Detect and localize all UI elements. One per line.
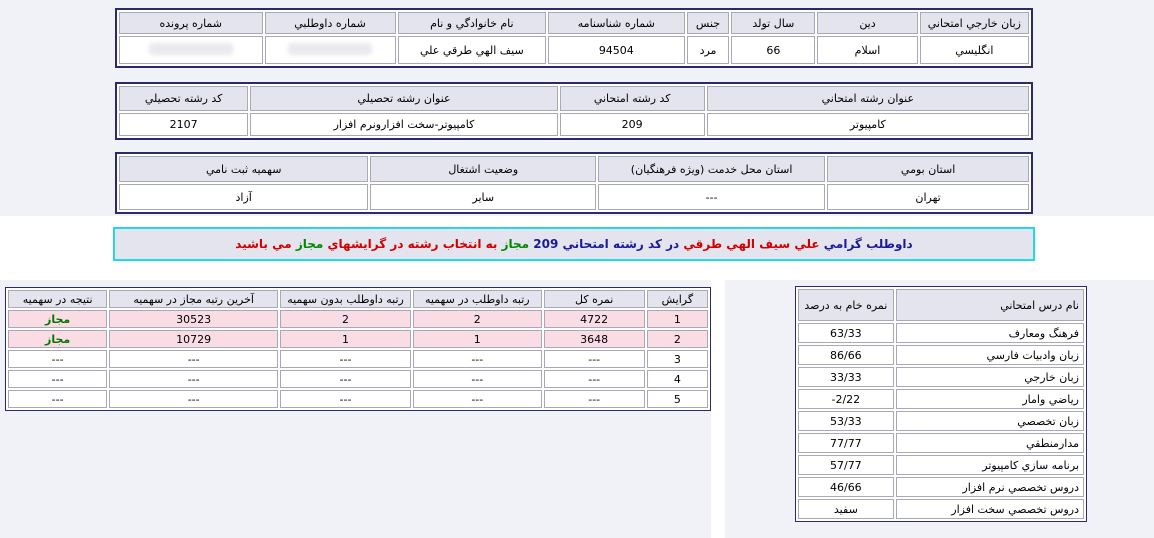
header-birth-year: سال تولد bbox=[731, 12, 815, 34]
course-name: زبان خارجي bbox=[896, 367, 1084, 387]
gender-value: مرد bbox=[687, 36, 730, 64]
last-allowed-rank-cell: 10729 bbox=[109, 330, 278, 348]
last-allowed-rank-cell: --- bbox=[109, 350, 278, 368]
header-native-province: استان بومي bbox=[827, 156, 1029, 182]
list-item bbox=[798, 499, 1084, 519]
candidate-no-value bbox=[265, 36, 396, 64]
course-name: فرهنگ ومعارف bbox=[896, 323, 1084, 343]
course-name: مدارمنطقي bbox=[896, 433, 1084, 453]
result-cell: مجاز bbox=[8, 330, 107, 348]
rank-quota-cell: 1 bbox=[413, 330, 542, 348]
list-item bbox=[798, 345, 1084, 365]
orientation-cell: 1 bbox=[647, 310, 708, 328]
header-service-province: استان محل خدمت (ويژه فرهنگيان) bbox=[598, 156, 825, 182]
header-exam-title: عنوان رشته امتحاني bbox=[707, 86, 1029, 111]
header-orientation: گرايش bbox=[647, 290, 708, 308]
study-title-value: کامپيوتر-سخت افزارونرم افزار bbox=[250, 113, 557, 136]
header-id-no: شماره شناسنامه bbox=[548, 12, 685, 34]
header-last-allowed-rank: آخرين رتبه مجاز در سهميه bbox=[109, 290, 278, 308]
result-cell: --- bbox=[8, 370, 107, 388]
result-cell: مجاز bbox=[8, 310, 107, 328]
rank-quota-cell: --- bbox=[413, 350, 542, 368]
list-item bbox=[798, 367, 1084, 387]
course-scores-table bbox=[795, 286, 1087, 522]
message-prefix: داوطلب گرامي bbox=[823, 237, 913, 251]
message-allowed-1: مجاز bbox=[501, 237, 530, 251]
field-info-table bbox=[115, 82, 1033, 140]
full-name-value: سيف الهي طرقي علي bbox=[398, 36, 546, 64]
header-quota: سهميه ثبت نامي bbox=[119, 156, 368, 182]
total-score-cell: --- bbox=[544, 350, 645, 368]
table-row bbox=[8, 310, 708, 328]
header-course-name: نام درس امتحاني bbox=[896, 289, 1084, 321]
exam-title-value: کامپيوتر bbox=[707, 113, 1029, 136]
list-item bbox=[798, 411, 1084, 431]
header-full-name: نام خانوادگي و نام bbox=[398, 12, 546, 34]
result-message bbox=[113, 227, 1035, 261]
orientation-cell: 5 bbox=[647, 390, 708, 408]
course-name: برنامه سازي کامپيوتر bbox=[896, 455, 1084, 475]
course-name: زبان وادبيات فارسي bbox=[896, 345, 1084, 365]
rank-no-quota-cell: 2 bbox=[280, 310, 411, 328]
total-score-cell: 3648 bbox=[544, 330, 645, 348]
quota-info-table bbox=[115, 152, 1033, 214]
personal-info-table bbox=[115, 8, 1033, 68]
header-candidate-no: شماره داوطلبي bbox=[265, 12, 396, 34]
course-score: -2/22 bbox=[798, 389, 894, 409]
header-rank-no-quota: رتبه داوطلب بدون سهميه bbox=[280, 290, 411, 308]
course-name: دروس تخصصي نرم افزار bbox=[896, 477, 1084, 497]
course-score: سفيد bbox=[798, 499, 894, 519]
last-allowed-rank-cell: --- bbox=[109, 370, 278, 388]
course-score: 46/66 bbox=[798, 477, 894, 497]
rank-no-quota-cell: --- bbox=[280, 370, 411, 388]
employment-value: ساير bbox=[370, 184, 596, 210]
course-score: 77/77 bbox=[798, 433, 894, 453]
list-item bbox=[798, 477, 1084, 497]
header-study-code: کد رشته تحصيلي bbox=[119, 86, 248, 111]
rank-quota-cell: --- bbox=[413, 370, 542, 388]
rank-quota-cell: 2 bbox=[413, 310, 542, 328]
study-code-value: 2107 bbox=[119, 113, 248, 136]
course-score: 63/33 bbox=[798, 323, 894, 343]
redacted-file-no bbox=[149, 43, 233, 55]
table-row bbox=[8, 330, 708, 348]
header-religion: دين bbox=[817, 12, 918, 34]
id-no-value: 94504 bbox=[548, 36, 685, 64]
results-table bbox=[5, 287, 711, 411]
message-exam-code: 209 bbox=[533, 237, 559, 251]
message-name: علي سيف الهي طرقي bbox=[683, 237, 820, 251]
course-name: زبان تخصصي bbox=[896, 411, 1084, 431]
orientation-cell: 3 bbox=[647, 350, 708, 368]
result-cell: --- bbox=[8, 350, 107, 368]
rank-no-quota-cell: --- bbox=[280, 350, 411, 368]
course-score: 86/66 bbox=[798, 345, 894, 365]
header-gender: جنس bbox=[687, 12, 730, 34]
file-no-value bbox=[119, 36, 263, 64]
message-allowed-2: مجاز bbox=[295, 237, 324, 251]
table-row bbox=[8, 370, 708, 388]
quota-value: آزاد bbox=[119, 184, 368, 210]
table-row bbox=[8, 350, 708, 368]
service-province-value: --- bbox=[598, 184, 825, 210]
orientation-cell: 2 bbox=[647, 330, 708, 348]
list-item bbox=[798, 323, 1084, 343]
header-total-score: نمره کل bbox=[544, 290, 645, 308]
rank-quota-cell: --- bbox=[413, 390, 542, 408]
message-selection-text: به انتخاب رشته در گرايشهاي bbox=[327, 237, 498, 251]
result-cell: --- bbox=[8, 390, 107, 408]
native-province-value: تهران bbox=[827, 184, 1029, 210]
header-file-no: شماره پرونده bbox=[119, 12, 263, 34]
course-score: 57/77 bbox=[798, 455, 894, 475]
redacted-candidate-no bbox=[288, 43, 372, 55]
orientation-cell: 4 bbox=[647, 370, 708, 388]
course-name: دروس تخصصي سخت افزار bbox=[896, 499, 1084, 519]
language-value: انگليسي bbox=[920, 36, 1029, 64]
course-name: رياضي وامار bbox=[896, 389, 1084, 409]
exam-code-value: 209 bbox=[560, 113, 705, 136]
header-raw-percent: نمره خام به درصد bbox=[798, 289, 894, 321]
course-score: 53/33 bbox=[798, 411, 894, 431]
message-suffix: مي باشيد bbox=[235, 237, 292, 251]
rank-no-quota-cell: 1 bbox=[280, 330, 411, 348]
header-rank-quota: رتبه داوطلب در سهميه bbox=[413, 290, 542, 308]
birth-year-value: 66 bbox=[731, 36, 815, 64]
header-study-title: عنوان رشته تحصيلي bbox=[250, 86, 557, 111]
last-allowed-rank-cell: 30523 bbox=[109, 310, 278, 328]
total-score-cell: --- bbox=[544, 390, 645, 408]
list-item bbox=[798, 455, 1084, 475]
list-item bbox=[798, 433, 1084, 453]
religion-value: اسلام bbox=[817, 36, 918, 64]
last-allowed-rank-cell: --- bbox=[109, 390, 278, 408]
course-score: 33/33 bbox=[798, 367, 894, 387]
table-row bbox=[8, 390, 708, 408]
header-result: نتيجه در سهميه bbox=[8, 290, 107, 308]
header-language: زبان خارجي امتحاني bbox=[920, 12, 1029, 34]
header-employment: وضعيت اشتغال bbox=[370, 156, 596, 182]
total-score-cell: --- bbox=[544, 370, 645, 388]
header-exam-code: کد رشته امتحاني bbox=[560, 86, 705, 111]
list-item bbox=[798, 389, 1084, 409]
rank-no-quota-cell: --- bbox=[280, 390, 411, 408]
total-score-cell: 4722 bbox=[544, 310, 645, 328]
message-exam-code-text: در کد رشته امتحاني bbox=[562, 237, 680, 251]
